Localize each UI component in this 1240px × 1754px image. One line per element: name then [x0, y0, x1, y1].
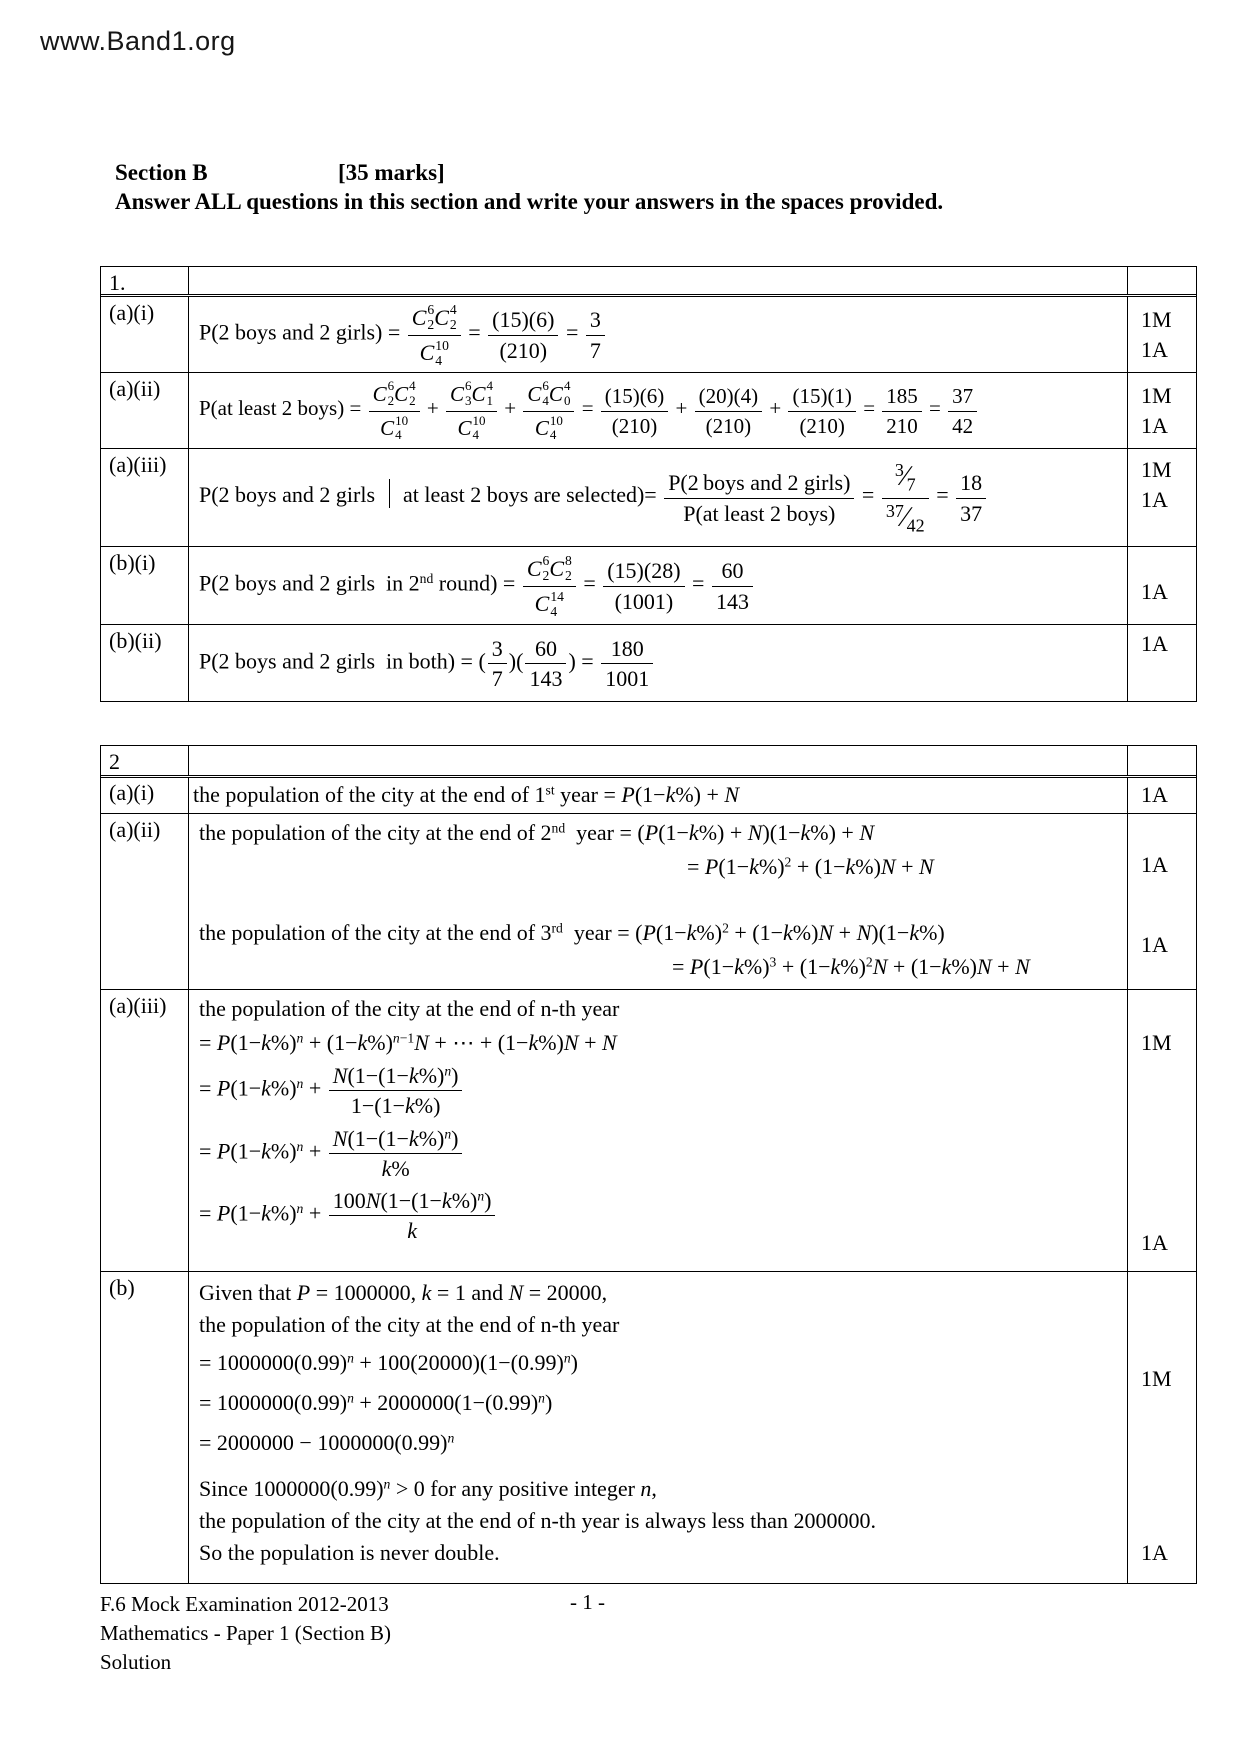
solution-line: So the population is never double.: [199, 1540, 500, 1565]
mark-value: 1M: [1141, 1366, 1172, 1391]
row-content: [189, 814, 1128, 989]
solution-line: = $P(1-k\%)^n$ + $\frac{N(1-(1-k\%)^n)}{k\%}$: [199, 1125, 464, 1182]
solution-line: the population of the city at the end of n-th year is always less than 2000000.: [199, 1508, 876, 1533]
mark-value: 1A: [1141, 487, 1168, 512]
row-content: [189, 990, 1128, 1271]
solution-formula: P(2 boys and 2 girls) = C 6 2 C 4 2 C 10 4 = $\frac{(15)(6)}{(210)}$ = $\frac{3}{7}$: [199, 301, 607, 368]
row-content: [189, 297, 1128, 372]
row-label: (b)(ii): [101, 625, 189, 701]
q1-row-a-i: [101, 297, 1196, 373]
section-marks-total: [35 marks]: [338, 160, 445, 185]
q1-row-a-iii: [101, 449, 1196, 547]
q2-row-a-iii: [101, 990, 1196, 1272]
question-1-table: [100, 266, 1197, 702]
solution-line: the population of the city at the end of 3rd year = $(P(1-k\%)^2 + (1-k\%)N + N)(1-k\%)$: [199, 920, 945, 945]
marks-cell: [1128, 449, 1196, 546]
q1-row-a-ii: [101, 373, 1196, 449]
row-content: [189, 547, 1128, 624]
solution-formula: P(2 boys and 2 girls at least 2 boys are selected)= P(2 boys and 2 girls) P(at least 2 boys) = $\frac{^3∕_7}{^{37}∕_{42}}$ = $\frac{18}{37}$: [199, 459, 988, 535]
row-label: (b): [101, 1272, 189, 1583]
page-number: - 1 -: [570, 1590, 605, 1614]
row-content: [189, 778, 1128, 813]
mark-value: 1M: [1141, 307, 1172, 332]
solution-line: the population of the city at the end of 1st year = P(1−k%) + N: [193, 782, 740, 807]
q2-row-a-i: [101, 778, 1196, 814]
section-header: [115, 158, 943, 216]
row-content: [189, 449, 1128, 546]
section-title: Section B: [115, 160, 208, 185]
footer-paper-title: Mathematics - Paper 1 (Section B): [100, 1621, 392, 1645]
q2-row-b: [101, 1272, 1196, 1583]
solution-line: Since $1000000(0.99)^n > 0$ for any positive integer n,: [199, 1476, 657, 1501]
marks-cell: [1128, 778, 1196, 813]
solution-line: = $P(1-k\%)^n$ + $\frac{100N(1-(1-k\%)^n)}{k}$: [199, 1187, 497, 1244]
marks-cell: [1128, 814, 1196, 989]
mark-value: 1A: [1141, 631, 1168, 656]
q1-row-b-i: [101, 547, 1196, 625]
footer-block: [100, 1590, 391, 1677]
marks-cell: [1128, 990, 1196, 1271]
marks-cell: [1128, 1272, 1196, 1583]
solution-line: = $P(1-k\%)^2 + (1-k\%)N + N$: [687, 854, 934, 879]
q1-header-body: [189, 267, 1128, 294]
section-instruction: Answer ALL questions in this section and write your answers in the spaces provided.: [115, 189, 944, 214]
row-label: (a)(ii): [101, 373, 189, 448]
mark-value: 1A: [1141, 932, 1168, 957]
q2-header-marks: [1128, 746, 1196, 775]
solution-line: = $2000000 - 1000000(0.99)^n$: [199, 1430, 455, 1455]
row-label: (b)(i): [101, 547, 189, 624]
q2-row-a-ii: [101, 814, 1196, 990]
solution-formula: P(2 boys and 2 girls in 2nd round) = C 6 2 C 8 2 C 14 4 = $\frac{(15)(28)}{(1001)}$ = $\frac{60}{143}$: [199, 552, 755, 619]
marks-cell: [1128, 373, 1196, 448]
q1-header-row: [101, 267, 1196, 297]
solution-line: the population of the city at the end of n-th year: [199, 996, 620, 1021]
question-number: 1.: [101, 267, 189, 294]
solution-line: = $1000000(0.99)^n + 2000000(1-(0.99)^n)$: [199, 1390, 553, 1415]
solution-line: the population of the city at the end of 2nd year = (P(1−k%) + N)(1−k%) + N: [199, 820, 875, 845]
solution-line: = $P(1-k\%)^n$ + $\frac{N(1-(1-k\%)^n)}{1-(1-k\%)}$: [199, 1062, 464, 1119]
row-label: (a)(iii): [101, 990, 189, 1271]
solution-line: = $P(1-k\%)^n + (1-k\%)^{n-1}N$ + ⋯ + (1−k%)N + N: [199, 1030, 617, 1055]
q1-row-b-ii: [101, 625, 1196, 701]
row-label: (a)(iii): [101, 449, 189, 546]
mark-value: 1A: [1141, 1230, 1168, 1255]
section-title-line: [115, 158, 943, 187]
mark-value: 1A: [1141, 782, 1168, 807]
row-content: [189, 1272, 1128, 1583]
question-number: 2: [101, 746, 189, 775]
marks-cell: [1128, 547, 1196, 624]
solution-formula: P(2 boys and 2 girls in both) = ( $\frac{3}{7}$ )( $\frac{60}{143}$ ) = $\frac{180}{1001}$: [199, 635, 655, 692]
mark-value: 1A: [1141, 337, 1168, 362]
solution-line: Given that P = 1000000, k = 1 and N = 20000,: [199, 1280, 608, 1305]
row-label: (a)(i): [101, 297, 189, 372]
mark-value: 1M: [1141, 383, 1172, 408]
row-content: [189, 625, 1128, 701]
solution-line: = $P(1-k\%)^3 + (1-k\%)^2N + (1-k\%)N + N$: [672, 954, 1030, 979]
marks-cell: [1128, 297, 1196, 372]
solution-formula: P(at least 2 boys) = C 6 2 C 4 2 C 10 4 + C 6 3 C 4 1 C 10 4 + C 6 4 C 4 0 C 10 4 = $\frac{(15)(6)}{(210)}$ + $\frac{(20)(4)}{(210)}$ + $\frac{(15)(1)}{(210)}$ = $\frac{185}{210}$ = $\frac{37}{42}$: [199, 378, 979, 442]
mark-value: 1A: [1141, 1540, 1168, 1565]
row-content: [189, 373, 1128, 448]
solution-line: the population of the city at the end of n-th year: [199, 1312, 620, 1337]
q2-header-row: [101, 746, 1196, 778]
row-label: (a)(ii): [101, 814, 189, 989]
q2-header-body: [189, 746, 1128, 775]
site-watermark: www.Band1.org: [40, 26, 236, 56]
solution-line: = $1000000(0.99)^n + 100(20000)(1-(0.99)^n)$: [199, 1350, 578, 1375]
q1-header-marks: [1128, 267, 1196, 294]
row-label: (a)(i): [101, 778, 189, 813]
mark-value: 1A: [1141, 413, 1168, 438]
question-2-table: [100, 745, 1197, 1584]
footer-solution-label: Solution: [100, 1650, 172, 1674]
marks-cell: [1128, 625, 1196, 701]
mark-value: 1A: [1141, 579, 1168, 604]
mark-value: 1M: [1141, 1030, 1172, 1055]
footer-exam-title: F.6 Mock Examination 2012-2013: [100, 1592, 389, 1616]
mark-value: 1A: [1141, 852, 1168, 877]
mark-value: 1M: [1141, 457, 1172, 482]
